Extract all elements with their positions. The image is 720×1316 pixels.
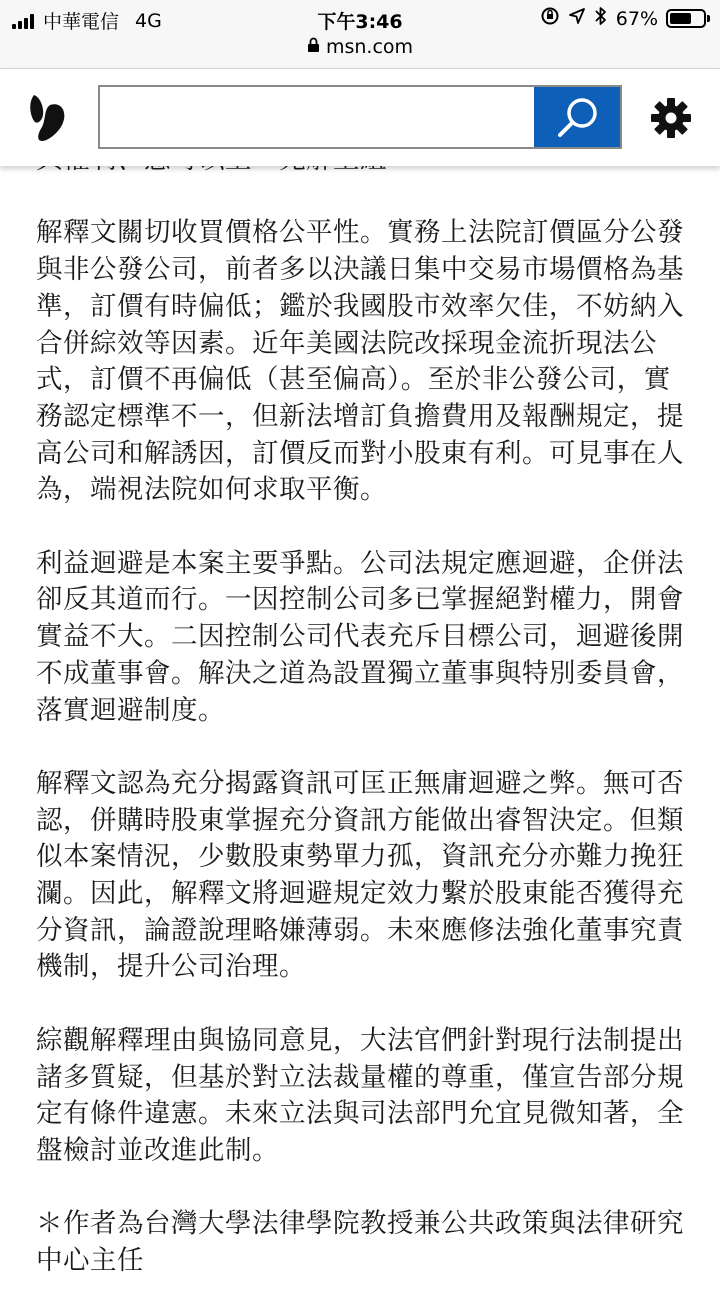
url-text: msn.com xyxy=(325,36,414,58)
lock-icon xyxy=(307,37,320,57)
article-paragraph: 利益迴避是本案主要爭點。公司法規定應迴避，企併法卻反其道而行。一因控制公司多已掌握絕對權力，開會實益不大。二因控制公司代表充斥目標公司，迴避後開不成董事會。解決之道為設置獨立董事與特別委員會，落實迴避制度。 xyxy=(36,547,684,726)
clock: 下午3:46 xyxy=(317,11,403,33)
article-paragraph: 解釋文認為充分揭露資訊可匡正無庸迴避之弊。無可否認，併購時股東掌握充分資訊方能做出睿智決定。但類似本案情況，少數股東勢單力孤，資訊充分亦難力挽狂瀾。因此，解釋文將迴避規定效力繫於股東能否獲得充分資訊，論證說理略嫌薄弱。未來應修法強化董事究責機制，提升公司治理。 xyxy=(36,767,684,983)
search-icon xyxy=(534,87,620,147)
article-paragraph: 綜觀解釋理由與協同意見，大法官們針對現行法制提出諸多質疑，但基於對立法裁量權的尊重，僅宣告部分規定有條件違憲。未來立法與司法部門允宜見微知著，全盤檢討並改進此制。 xyxy=(36,1024,684,1166)
search-input[interactable] xyxy=(100,87,534,147)
msn-butterfly-icon[interactable] xyxy=(28,91,68,143)
search-box xyxy=(98,85,622,149)
gear-icon[interactable] xyxy=(650,97,692,139)
network-type: 4G xyxy=(135,9,162,32)
address-bar[interactable] xyxy=(0,36,720,68)
article-paragraph: 解釋文關切收買價格公平性。實務上法院訂價區分公發與非公發公司，前者多以決議日集中交易市場價格為基準，訂價有時偏低；鑑於我國股市效率欠佳，不妨納入合併綜效等因素。近年美國法院改採現金流折現法公式，訂價不再偏低（甚至偏高）。至於非公發公司，實務認定標準不一，但新法增訂負擔費用及報酬規定，提高公司和解誘因，訂價反而對小股東有利。可見事在人為，端視法院如何求取平衡。 xyxy=(36,217,684,506)
msn-header xyxy=(0,68,720,166)
battery-percent: 67% xyxy=(615,7,658,30)
author-note: ＊作者為台灣大學法律學院教授兼公共政策與法律研究中心主任 xyxy=(36,1208,684,1277)
status-bar xyxy=(0,0,720,36)
location-icon xyxy=(568,7,586,30)
battery-icon xyxy=(666,9,706,28)
status-icons xyxy=(532,6,706,31)
bluetooth-icon xyxy=(594,6,608,31)
search-button[interactable] xyxy=(534,87,620,147)
carrier-name: 中華電信 xyxy=(43,11,120,33)
orientation-lock-icon xyxy=(540,6,560,31)
article-body xyxy=(36,142,686,1316)
